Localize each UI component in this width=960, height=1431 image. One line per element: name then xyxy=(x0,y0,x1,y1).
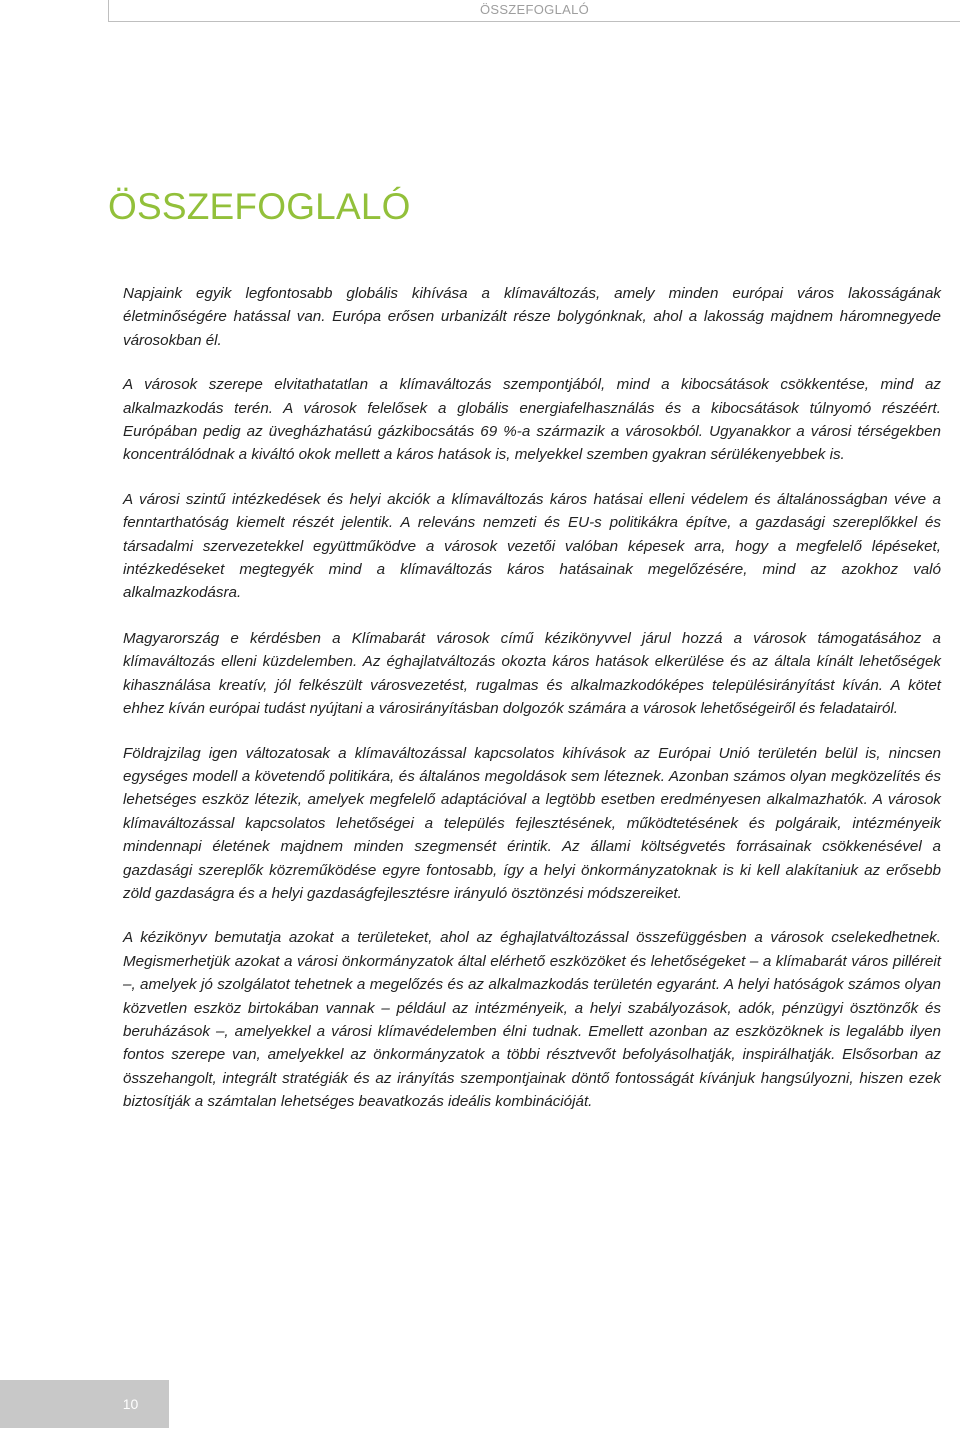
paragraph: A kézikönyv bemutatja azokat a területeket, ahol az éghajlatváltozással összefüggésben a városok cselekedhetnek. Megismerhetjük azokat a városi önkormányzatok által elérhető eszközöket és lehetőségeket – a klímabarát város pilléreit –, amelyek jó szolgálatot tehetnek a megelőzés és az alkalmazkodás területén egyaránt. A helyi hatóságok számos olyan közvetlen eszköz birtokában vannak – például az intézményeik, a helyi szabályozások, adók, pénzügyi ösztönzők és beruházások –, amelyekkel a városi klímavédelemben élni tudnak. Emellett azonban az eszközöknek is legalább ilyen fontos szerepe van, amelyekkel az önkormányzatok a többi résztvevőt befolyásolhatják, inspirálhatják. Elsősorban az összehangolt, integrált stratégiák és az irányítás szempontjainak döntő fontosságát kívánjuk hangsúlyozni, hiszen ezek biztosítják a számtalan lehetséges beavatkozás ideális kombinációját. xyxy=(123,929,941,1111)
running-header xyxy=(108,0,960,22)
page-number: 10 xyxy=(122,1396,139,1412)
body-text xyxy=(123,282,941,1135)
paragraph: Magyarország e kérdésben a Klímabarát városok című kézikönyvvel járul hozzá a városok támogatásához a klímaváltozás elleni küzdelemben. Az éghajlatváltozás okozta káros hatások elkerülése és az általa kínált lehetőségek kihasználása kreatív, jól felkészült városvezetést, rugalmas és alkalmazkodóképes településirányítást kíván. A kötet ehhez kíván európai tudást nyújtani a városirányításban dolgozók számára a városok lehetőségeiről és feladatairól. xyxy=(123,629,941,718)
running-header-title: ÖSSZEFOGLALÓ xyxy=(479,2,590,17)
paragraph: A városok szerepe elvitathatatlan a klímaváltozás szempontjából, mind a kibocsátások csökkentése, mind az alkalmazkodás terén. A városok felelősek a globális energiafelhasználás és a kibocsátások túlnyomó részéért. Európában pedig az üvegházhatású gázkibocsátás 69 %-a származik a városokból. Ugyanakkor a városi térségekben koncentrálódnak a kiváltó okok mellett a káros hatások is, melyekkel szemben gyakran sérülékenyebbek is. xyxy=(123,376,941,464)
paragraph: Napjaink egyik legfontosabb globális kihívása a klímaváltozás, amely minden európai város lakosságának életminőségére hatással van. Európa erősen urbanizált része bolygónknak, ahol a lakosság majdnem háromnegyede városokban él. xyxy=(123,285,941,349)
page-title: ÖSSZEFOGLALÓ xyxy=(108,186,411,227)
paragraph: A városi szintű intézkedések és helyi akciók a klímaváltozás káros hatásai elleni védelem és általánosságban véve a fenntarthatóság kiemelt részét jelentik. A releváns nemzeti és EU-s politikákra építve, a gazdasági szereplőkkel és társadalmi szervezetekkel együttműködve a városok vezetői valóban képesek arra, hogy a megfelelő lépéseket, intézkedéseket megtegyék mind a klímaváltozás káros hatásainak megelőzésére, mind az azokhoz való alkalmazkodásra. xyxy=(123,490,941,602)
paragraph: Földrajzilag igen változatosak a klímaváltozással kapcsolatos kihívások az Európai Unió területén belül is, nincsen egységes modell a követendő politikára, és általános megoldások sem léteznek. Azonban számos olyan megközelítés és lehetséges eszköz létezik, amelyek megfelelő adaptációval a legtöbb esetben eredményesen alkalmazhatók. A városok klímaváltozással kapcsolatos lehetőségei a település fejlesztésének, működtetésének és polgáraik, intézményeik mindennapi életének majdnem minden szegmensét érintik. Az állami költségvetés forrásainak csökkenésével a gazdasági szereplők közreműködése egyre fontosabb, így a helyi önkormányzatoknak is ki kell alakítaniuk az erősebb zöld gazdaságra és a helyi gazdaságfejlesztésre irányuló ösztönzési módszereiket. xyxy=(123,744,941,902)
